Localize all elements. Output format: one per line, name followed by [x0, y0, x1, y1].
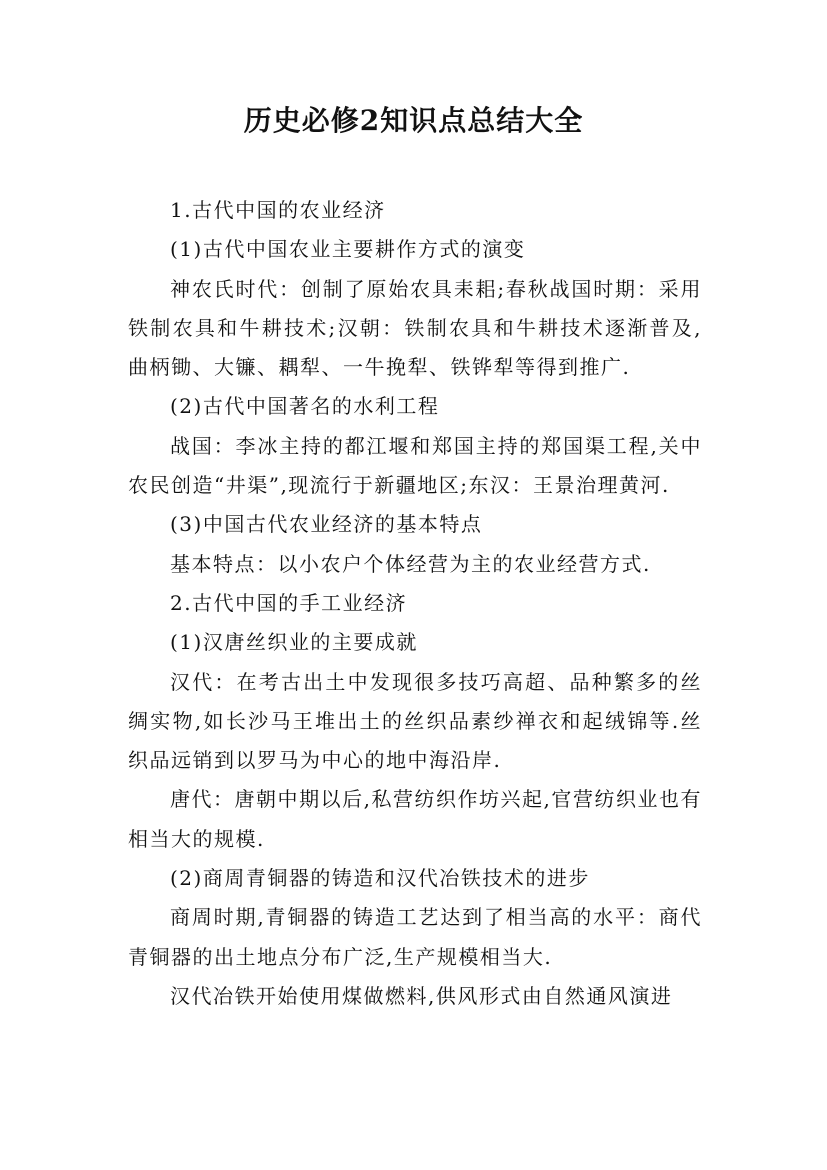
document-body	[128, 191, 702, 1016]
subsection-heading: (2)古代中国著名的水利工程	[170, 394, 440, 419]
paragraph: 战国：李冰主持的都江堰和郑国主持的郑国渠工程,关中农民创造“井渠”,现流行于新疆地区;东汉：王景治理黄河.	[128, 433, 702, 498]
subsection-heading: (2)商周青铜器的铸造和汉代冶铁技术的进步	[170, 866, 590, 891]
document-title: 历史必修2知识点总结大全	[243, 104, 584, 137]
paragraph: 汉代冶铁开始使用煤做燃料,供风形式由自然通风演进	[170, 983, 673, 1008]
subsection-heading: (3)中国古代农业经济的基本特点	[170, 512, 483, 537]
paragraph: 神农氏时代：创制了原始农具耒耜;春秋战国时期：采用铁制农具和牛耕技术;汉朝：铁制农具和牛耕技术逐渐普及,曲柄锄、大镰、耦犁、一牛挽犁、铁铧犁等得到推广.	[128, 276, 702, 380]
subsection-heading: (1)古代中国农业主要耕作方式的演变	[170, 237, 526, 262]
paragraph: 基本特点：以小农户个体经营为主的农业经营方式.	[170, 551, 651, 576]
section-heading: 1.古代中国的农业经济	[170, 198, 386, 222]
subsection-heading: (1)汉唐丝织业的主要成就	[170, 630, 418, 655]
paragraph: 商周时期,青铜器的铸造工艺达到了相当高的水平：商代青铜器的出土地点分布广泛,生产规模相当大.	[128, 905, 702, 969]
section-heading: 2.古代中国的手工业经济	[170, 590, 408, 615]
paragraph: 汉代：在考古出土中发现很多技巧高超、品种繁多的丝绸实物,如长沙马王堆出土的丝织品素纱禅衣和起绒锦等.丝织品远销到以罗马为中心的地中海沿岸.	[128, 669, 702, 773]
paragraph: 唐代：唐朝中期以后,私营纺织作坊兴起,官营纺织业也有相当大的规模.	[128, 787, 702, 851]
